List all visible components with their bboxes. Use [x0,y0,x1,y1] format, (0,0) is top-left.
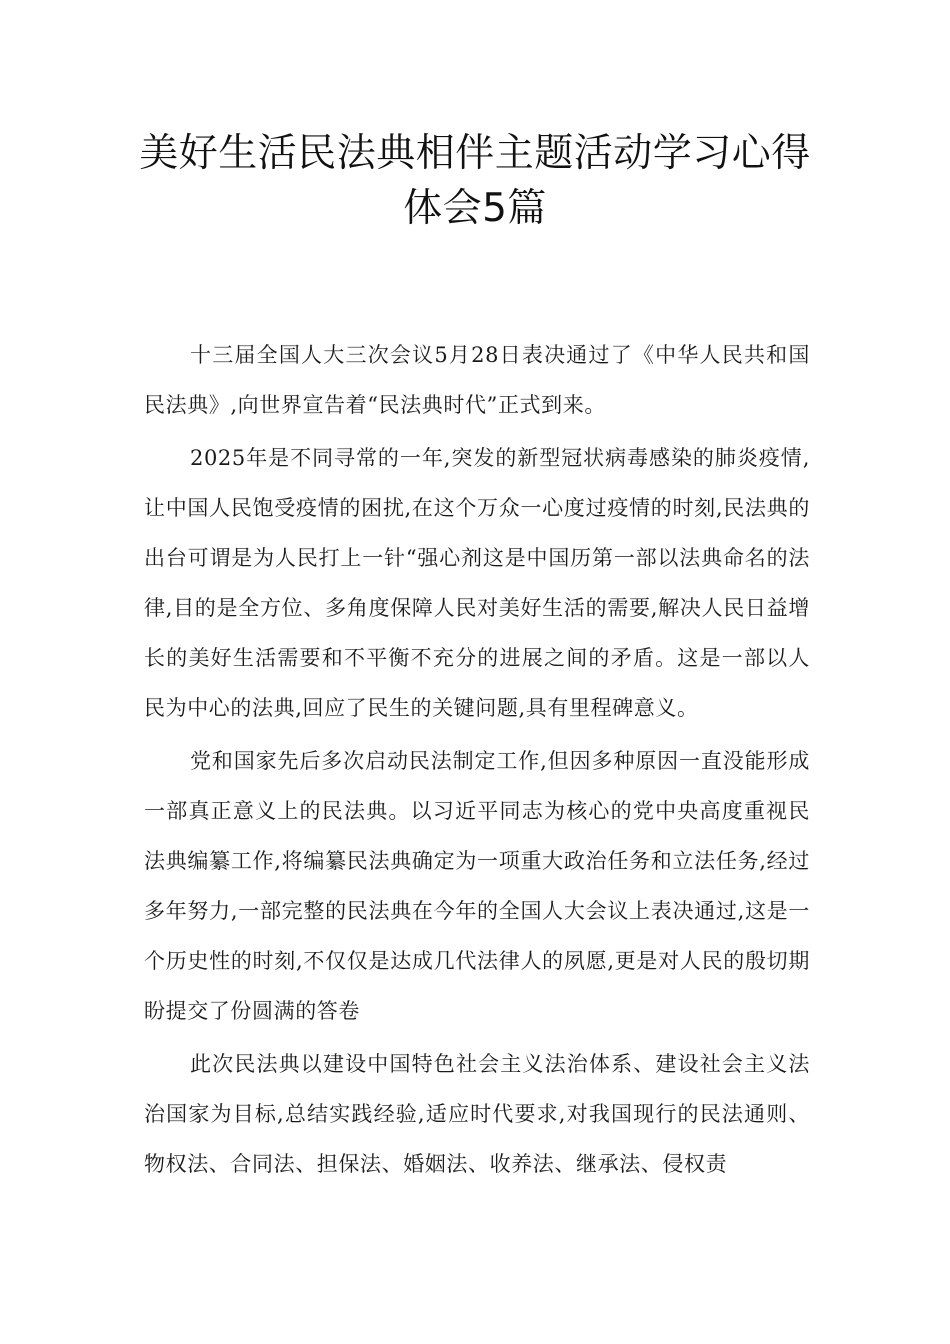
paragraph-3: 党和国家先后多次启动民法制定工作,但因多种原因一直没能形成一部真正意义上的民法典。以习近平同志为核心的党中央高度重视民法典编纂工作,将编纂民法典确定为一项重大政治任务和立法任务,经过多年努力,一部完整的民法典在今年的全国人大会议上表决通过,这是一个历史性的时刻,不仅仅是达成几代法律人的夙愿,更是对人民的殷切期盼提交了份圆满的答卷 [144,749,810,1023]
title-line-1: 美好生活民法典相伴主题活动学习心得 [139,131,811,176]
paragraph-4: 此次民法典以建设中国特色社会主义法治体系、建设社会主义法治国家为目标,总结实践经验,适应时代要求,对我国现行的民法通则、物权法、合同法、担保法、婚姻法、收养法、继承法、侵权责 [144,1052,810,1176]
title-line-2: 体会5篇 [403,186,547,231]
paragraph-2: 2025年是不同寻常的一年,突发的新型冠状病毒感染的肺炎疫情,让中国人民饱受疫情的困扰,在这个万众一心度过疫情的时刻,民法典的出台可谓是为人民打上一针“强心剂这是中国历第一部以法典命名的法律,目的是全方位、多角度保障人民对美好生活的需要,解决人民日益增长的美好生活需要和不平衡不充分的进展之间的矛盾。这是一部以人民为中心的法典,回应了民生的关键问题,具有里程碑意义。 [144,446,810,720]
document-title [100,126,850,236]
document-body [144,330,810,1192]
paragraph-1: 十三届全国人大三次会议5月28日表决通过了《中华人民共和国民法典》,向世界宣告着“民法典时代”正式到来。 [144,343,810,417]
